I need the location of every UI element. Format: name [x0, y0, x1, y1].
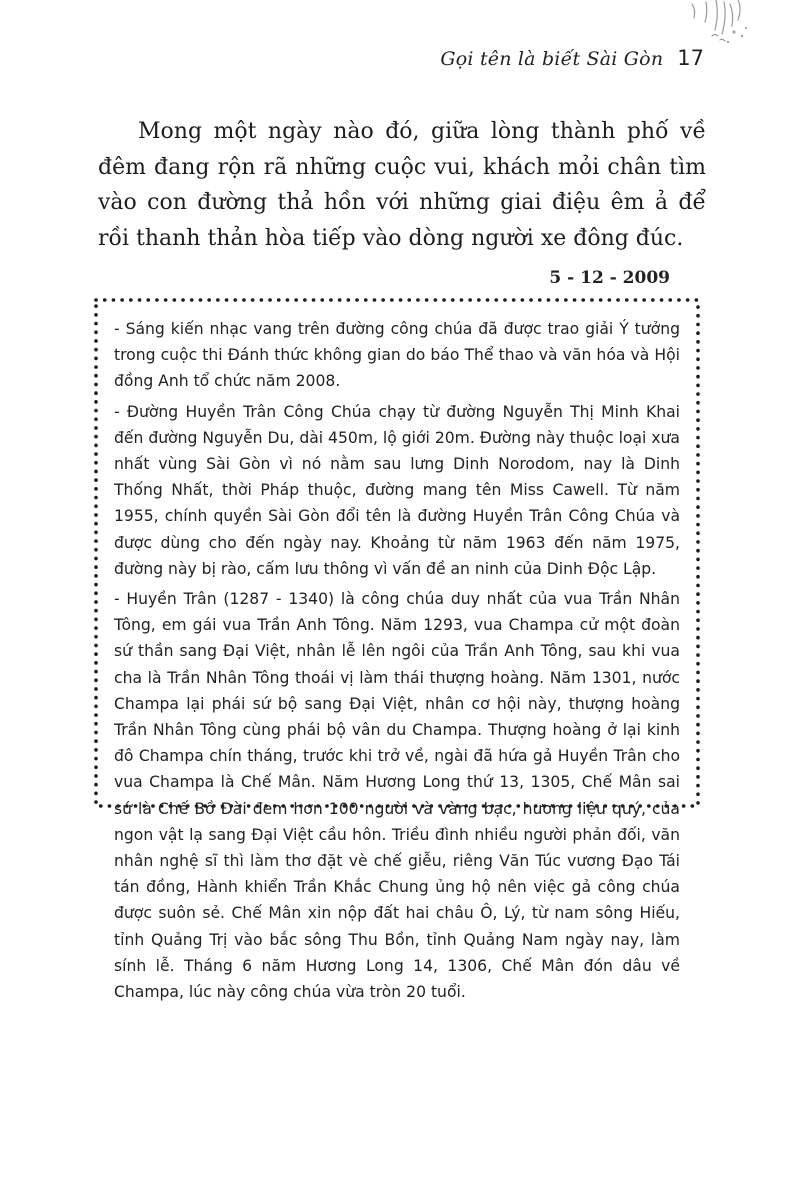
- notes-box: [92, 296, 702, 1002]
- note-item: - Đường Huyền Trân Công Chúa chạy từ đường Nguyễn Thị Minh Khai đến đường Nguyễn Du, dài 450m, lộ giới 20m. Đường này thuộc loại xưa nhất vùng Sài Gòn vì nó nằm sau lưng Dinh Norodom, nay là Dinh Thống Nhất, thời Pháp thuộc, đường mang tên Miss Cawell. Từ năm 1955, chính quyền Sài Gòn đổi tên là đường Huyền Trân Công Chúa và được dùng cho đến ngày nay. Khoảng từ năm 1963 đến năm 1975, đường này bị rào, cấm lưu thông vì vấn đề an ninh của Dinh Độc Lập.: [114, 402, 680, 578]
- notes-list: [114, 316, 680, 1009]
- decorative-sketch: [672, 0, 762, 48]
- running-title: Gọi tên là biết Sài Gòn: [440, 48, 664, 70]
- page-header: [440, 46, 704, 70]
- note-item: - Huyền Trân (1287 - 1340) là công chúa duy nhất của vua Trần Nhân Tông, em gái vua Trần Anh Tông. Năm 1293, vua Champa cử một đoàn sứ thần sang Đại Việt, nhân lễ lên ngôi của Trần Anh Tông, sau khi vua cha là Trần Nhân Tông thoái vị làm thái thượng hoàng. Năm 1301, nước Champa lại phái sứ bộ sang Đại Việt, nhân cơ hội này, thượng hoàng Trần Nhân Tông cùng phái bộ vân du Champa. Thượng hoàng ở lại kinh đô Champa chín tháng, trước khi trở về, ngài đã hứa gả Huyền Trân cho vua Champa là Chế Mân. Năm Hương Long thứ 13, 1305, Chế Mân sai sứ là Chế Bồ Đài đem hơn 100 người và vàng bạc, hương liệu quý, của ngon vật lạ sang Đại Việt cầu hôn. Triều đình nhiều người phản đối, văn nhân nghệ sĩ thì làm thơ đặt vè chế giễu, riêng Văn Túc vương Đạo Tái tán đồng, Hành khiển Trần Khắc Chung ủng hộ nên việc gả công chúa được suôn sẻ. Chế Mân xin nộp đất hai châu Ô, Lý, từ nam sông Hiếu, tỉnh Quảng Trị vào bắc sông Thu Bồn, tỉnh Quảng Nam ngày nay, làm sính lễ. Tháng 6 năm Hương Long 14, 1306, Chế Mân đón dâu về Champa, lúc này công chúa vừa tròn 20 tuổi.: [114, 590, 680, 1002]
- date: 5 - 12 - 2009: [549, 268, 670, 288]
- page-number: 17: [677, 46, 704, 70]
- note-item: - Sáng kiến nhạc vang trên đường công chúa đã được trao giải Ý tưởng trong cuộc thi Đánh thức không gian do báo Thể thao và văn hóa và Hội đồng Anh tổ chức năm 2008.: [114, 320, 680, 391]
- body-paragraph: Mong một ngày nào đó, giữa lòng thành phố về đêm đang rộn rã những cuộc vui, khách mỏi chân tìm vào con đường thả hồn với những giai điệu êm ả để rồi thanh thản hòa tiếp vào dòng người xe đông đúc.: [98, 119, 706, 251]
